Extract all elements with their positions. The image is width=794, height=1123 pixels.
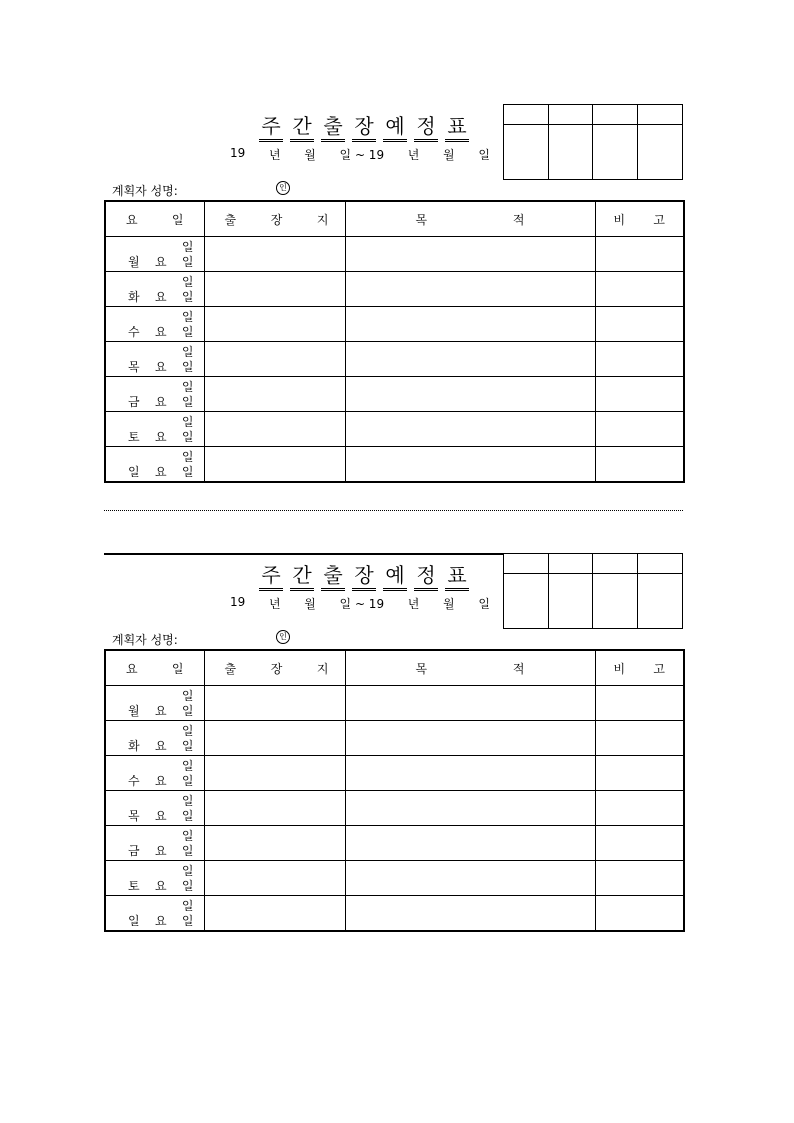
place-cell[interactable]	[204, 861, 345, 896]
day-cell: 일 토 요 일	[105, 412, 204, 447]
title-char: 표	[445, 114, 469, 142]
day-cell: 일 목 요 일	[105, 791, 204, 826]
place-cell[interactable]	[204, 721, 345, 756]
note-cell[interactable]	[595, 861, 684, 896]
day-cell: 일 금 요 일	[105, 377, 204, 412]
table-header-row	[105, 650, 684, 686]
note-cell[interactable]	[595, 721, 684, 756]
approval-header-cell	[549, 105, 594, 125]
title-char: 예	[383, 563, 407, 591]
date-range	[230, 595, 490, 612]
date-part: 일 ~ 19	[339, 148, 385, 162]
planner-label: 계획자 성명:	[112, 633, 178, 647]
note-cell[interactable]	[595, 237, 684, 272]
purpose-cell[interactable]	[345, 686, 595, 721]
cut-line	[104, 510, 683, 511]
approval-sign-cell[interactable]	[504, 574, 549, 628]
note-cell[interactable]	[595, 686, 684, 721]
header-note: 비 고	[595, 201, 684, 237]
approval-header-cell	[638, 554, 683, 574]
table-row	[105, 307, 684, 342]
date-part: 월	[304, 148, 316, 162]
title-char: 출	[321, 563, 345, 591]
header-place: 출 장 지	[204, 650, 345, 686]
title-char: 정	[414, 114, 438, 142]
date-part: 일	[478, 148, 490, 162]
title-char: 장	[352, 114, 376, 142]
seal-mark: 인	[276, 181, 290, 195]
approval-box	[503, 553, 683, 629]
approval-sign-cell[interactable]	[549, 574, 594, 628]
purpose-cell[interactable]	[345, 756, 595, 791]
day-cell: 일 금 요 일	[105, 826, 204, 861]
table-row	[105, 447, 684, 483]
approval-sign-cell[interactable]	[638, 125, 683, 179]
approval-header-cell	[504, 554, 549, 574]
header-purpose: 목 적	[345, 650, 595, 686]
approval-sign-cell[interactable]	[504, 125, 549, 179]
table-row	[105, 237, 684, 272]
place-cell[interactable]	[204, 826, 345, 861]
schedule-form-bottom	[104, 553, 683, 933]
day-cell: 일 월 요 일	[105, 237, 204, 272]
note-cell[interactable]	[595, 447, 684, 483]
day-cell: 일 수 요 일	[105, 307, 204, 342]
purpose-cell[interactable]	[345, 791, 595, 826]
table-row	[105, 412, 684, 447]
table-row	[105, 826, 684, 861]
table-row	[105, 342, 684, 377]
place-cell[interactable]	[204, 307, 345, 342]
header-place: 출 장 지	[204, 201, 345, 237]
note-cell[interactable]	[595, 896, 684, 932]
purpose-cell[interactable]	[345, 307, 595, 342]
approval-sign-cell[interactable]	[638, 574, 683, 628]
note-cell[interactable]	[595, 307, 684, 342]
planner-label: 계획자 성명:	[112, 184, 178, 198]
note-cell[interactable]	[595, 272, 684, 307]
purpose-cell[interactable]	[345, 377, 595, 412]
day-cell: 일 월 요 일	[105, 686, 204, 721]
purpose-cell[interactable]	[345, 721, 595, 756]
day-cell: 일 목 요 일	[105, 342, 204, 377]
purpose-cell[interactable]	[345, 447, 595, 483]
header-note: 비 고	[595, 650, 684, 686]
form-title	[259, 110, 469, 142]
table-row	[105, 377, 684, 412]
schedule-form-top	[104, 104, 683, 484]
day-cell: 일 일 요 일	[105, 447, 204, 483]
header-purpose: 목 적	[345, 201, 595, 237]
place-cell[interactable]	[204, 237, 345, 272]
day-cell: 일 화 요 일	[105, 721, 204, 756]
table-row	[105, 756, 684, 791]
table-row	[105, 272, 684, 307]
date-part: 월	[443, 597, 455, 611]
approval-sign-cell[interactable]	[593, 125, 638, 179]
title-char: 간	[290, 114, 314, 142]
purpose-cell[interactable]	[345, 826, 595, 861]
table-row	[105, 861, 684, 896]
header-day: 요 일	[105, 650, 204, 686]
date-part: 년	[268, 148, 281, 162]
date-part: 일 ~ 19	[339, 597, 385, 611]
purpose-cell[interactable]	[345, 342, 595, 377]
place-cell[interactable]	[204, 896, 345, 932]
approval-box	[503, 104, 683, 180]
table-row	[105, 896, 684, 932]
date-range	[230, 146, 490, 163]
note-cell[interactable]	[595, 377, 684, 412]
place-cell[interactable]	[204, 377, 345, 412]
date-part: 년	[268, 597, 281, 611]
purpose-cell[interactable]	[345, 412, 595, 447]
title-char: 간	[290, 563, 314, 591]
form-title	[259, 559, 469, 591]
day-cell: 일 일 요 일	[105, 896, 204, 932]
approval-sign-cell[interactable]	[593, 574, 638, 628]
day-cell: 일 화 요 일	[105, 272, 204, 307]
place-cell[interactable]	[204, 447, 345, 483]
note-cell[interactable]	[595, 826, 684, 861]
approval-sign-cell[interactable]	[549, 125, 594, 179]
purpose-cell[interactable]	[345, 272, 595, 307]
date-part: 월	[304, 597, 316, 611]
note-cell[interactable]	[595, 791, 684, 826]
title-char: 예	[383, 114, 407, 142]
seal-mark: 인	[276, 630, 290, 644]
title-char: 주	[259, 563, 283, 591]
purpose-cell[interactable]	[345, 896, 595, 932]
place-cell[interactable]	[204, 272, 345, 307]
title-char: 출	[321, 114, 345, 142]
schedule-table	[104, 200, 685, 483]
schedule-table	[104, 649, 685, 932]
purpose-cell[interactable]	[345, 237, 595, 272]
title-char: 정	[414, 563, 438, 591]
place-cell[interactable]	[204, 342, 345, 377]
place-cell[interactable]	[204, 686, 345, 721]
table-header-row	[105, 201, 684, 237]
date-part: 월	[443, 148, 455, 162]
title-char: 주	[259, 114, 283, 142]
place-cell[interactable]	[204, 756, 345, 791]
top-rule	[104, 553, 504, 555]
table-row	[105, 721, 684, 756]
date-part: 일	[478, 597, 490, 611]
date-part: 19	[230, 595, 246, 609]
note-cell[interactable]	[595, 412, 684, 447]
approval-header-cell	[593, 105, 638, 125]
date-part: 년	[407, 597, 420, 611]
header-day: 요 일	[105, 201, 204, 237]
table-row	[105, 686, 684, 721]
place-cell[interactable]	[204, 412, 345, 447]
approval-header-cell	[504, 105, 549, 125]
date-part: 년	[407, 148, 420, 162]
day-cell: 일 토 요 일	[105, 861, 204, 896]
table-row	[105, 791, 684, 826]
date-part: 19	[230, 146, 246, 160]
approval-header-cell	[593, 554, 638, 574]
day-cell: 일 수 요 일	[105, 756, 204, 791]
purpose-cell[interactable]	[345, 861, 595, 896]
approval-header-cell	[549, 554, 594, 574]
title-char: 장	[352, 563, 376, 591]
approval-header-cell	[638, 105, 683, 125]
note-cell[interactable]	[595, 756, 684, 791]
place-cell[interactable]	[204, 791, 345, 826]
title-char: 표	[445, 563, 469, 591]
note-cell[interactable]	[595, 342, 684, 377]
